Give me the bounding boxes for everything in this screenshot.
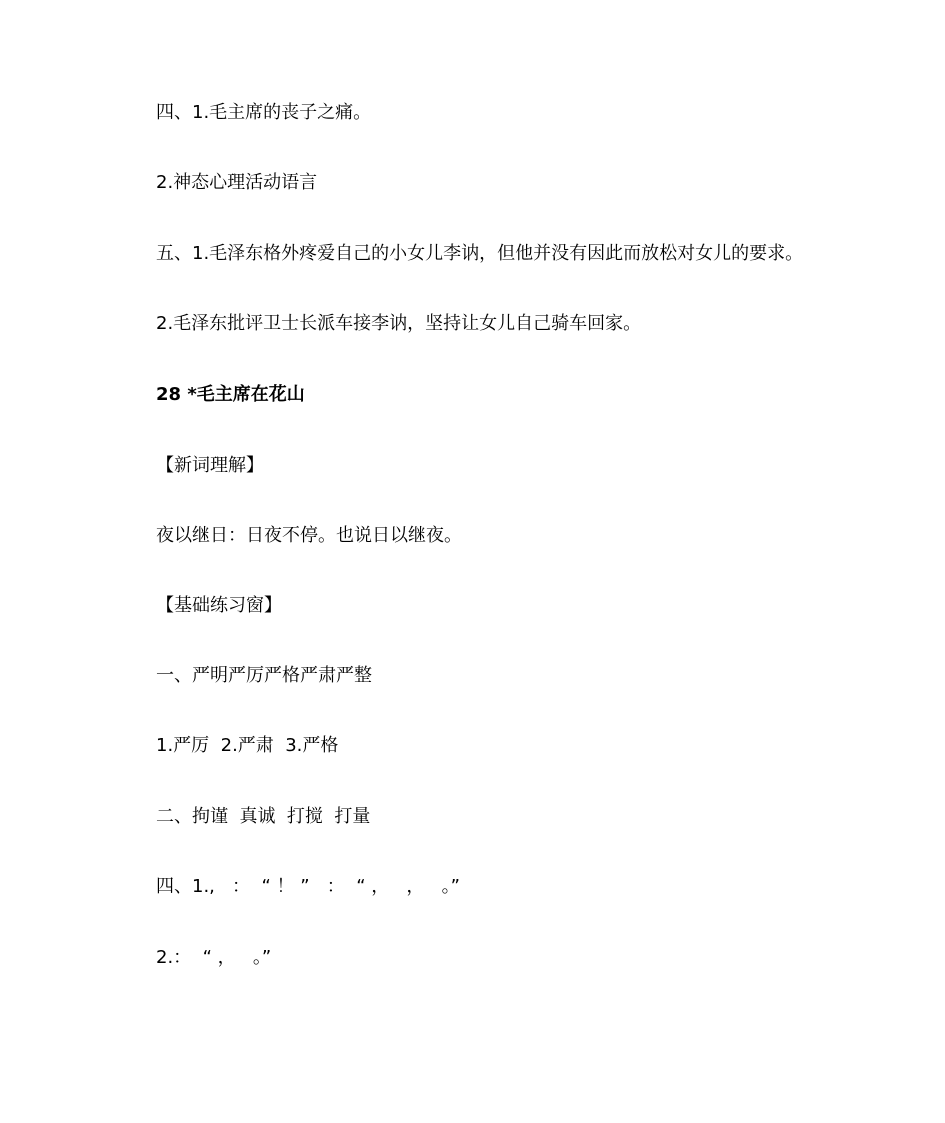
- answer-line-4-1: 四、1.毛主席的丧子之痛。: [156, 102, 372, 123]
- section-heading-new-words: 【新词理解】: [156, 455, 264, 476]
- answer-line-5-2: 2.毛泽东批评卫士长派车接李讷，坚持让女儿自己骑车回家。: [156, 313, 642, 334]
- exercise-1-words: 一、严明严厉严格严肃严整: [156, 665, 372, 686]
- exercise-2-answers: 二、拘谨 真诚 打搅 打量: [156, 806, 371, 827]
- section-heading-basic-practice: 【基础练习窗】: [156, 595, 282, 616]
- answer-line-4-2: 2.神态心理活动语言: [156, 172, 318, 193]
- lesson-title: 28 *毛主席在花山: [156, 384, 305, 405]
- word-definition: 夜以继日：日夜不停。也说日以继夜。: [156, 525, 462, 546]
- exercise-1-answers: 1.严厉 2.严肃 3.严格: [156, 735, 339, 756]
- answer-line-5-1: 五、1.毛泽东格外疼爱自己的小女儿李讷，但他并没有因此而放松对女儿的要求。: [156, 243, 804, 264]
- exercise-4-2-punctuation: 2.： “ ， 。”: [156, 947, 272, 968]
- exercise-4-1-punctuation: 四、1., ： “ ！ ” ： “ ， ， 。”: [156, 876, 460, 897]
